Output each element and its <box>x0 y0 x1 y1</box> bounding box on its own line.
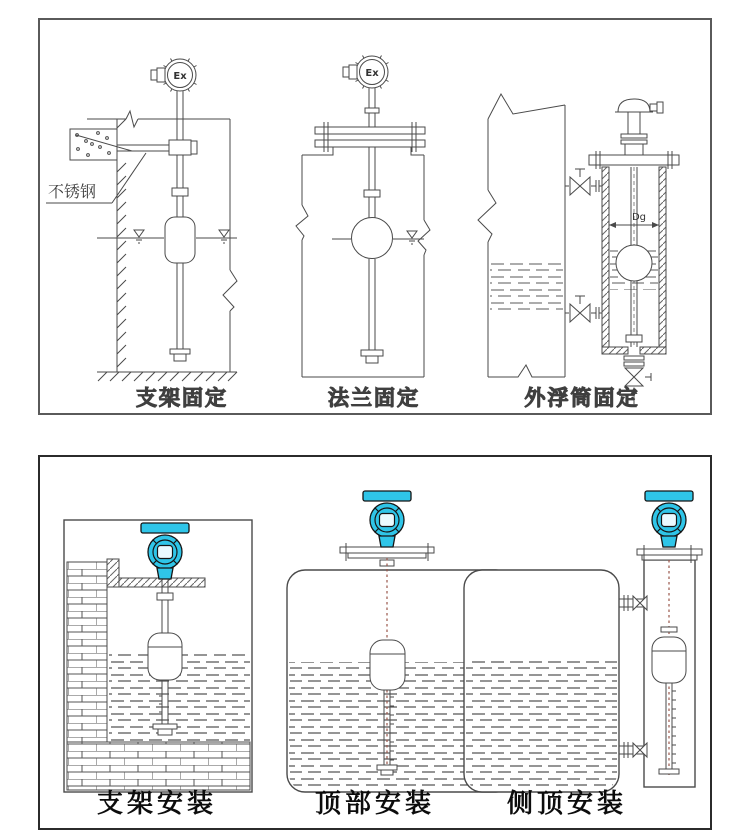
upper-pipe-connection <box>619 595 647 611</box>
ex-marking-text: Ex <box>365 68 379 79</box>
side-top-installation-drawing <box>464 491 702 792</box>
upper-isolation-valve <box>565 169 602 195</box>
transmitter-head-ex <box>343 56 389 89</box>
transmitter-head-ex <box>151 59 197 92</box>
tank-liquid <box>490 259 563 311</box>
caption-external-chamber-fixing: 外浮筒固定 <box>524 386 640 410</box>
flange-fixing-drawing <box>296 56 430 378</box>
bracket-installation-drawing <box>64 520 252 792</box>
brick-wall <box>67 562 107 742</box>
ex-marking-text: Ex <box>173 71 187 82</box>
external-chamber-fixing-drawing <box>478 94 679 404</box>
brick-floor <box>67 742 250 790</box>
transmitter-head <box>645 491 693 547</box>
caption-bracket-fixing: 支架固定 <box>136 386 228 410</box>
bracket-fixing-drawing <box>46 59 237 382</box>
lower-pipe-connection <box>619 742 647 758</box>
stainless-steel-label: 不锈钢 <box>48 182 97 201</box>
tank-outline <box>296 147 430 377</box>
wall-cap <box>107 559 119 587</box>
lower-isolation-valve <box>565 296 602 322</box>
caption-side-top-installation: 侧顶安装 <box>506 789 628 819</box>
mounting-flange <box>315 122 425 152</box>
installation-methods-diagram <box>40 457 710 828</box>
fixing-methods-panel <box>38 18 712 415</box>
bracket-arm <box>117 140 197 155</box>
transmitter-head <box>141 523 189 579</box>
ball-float <box>616 245 652 281</box>
tank-liquid <box>466 657 617 790</box>
installation-methods-panel <box>38 455 712 830</box>
caption-bracket-installation: 支架安装 <box>96 789 218 819</box>
transmitter-head <box>363 491 411 547</box>
float <box>652 637 686 683</box>
ball-float <box>352 218 393 259</box>
tank-outline <box>478 94 565 377</box>
float <box>370 640 405 690</box>
chamber-transmitter-head <box>615 99 663 155</box>
fixing-methods-diagram <box>40 20 710 413</box>
float <box>148 633 182 680</box>
float <box>165 217 195 263</box>
diameter-label: Dg <box>631 212 647 223</box>
caption-flange-fixing: 法兰固定 <box>328 386 420 410</box>
caption-top-installation: 顶部安装 <box>314 789 436 819</box>
